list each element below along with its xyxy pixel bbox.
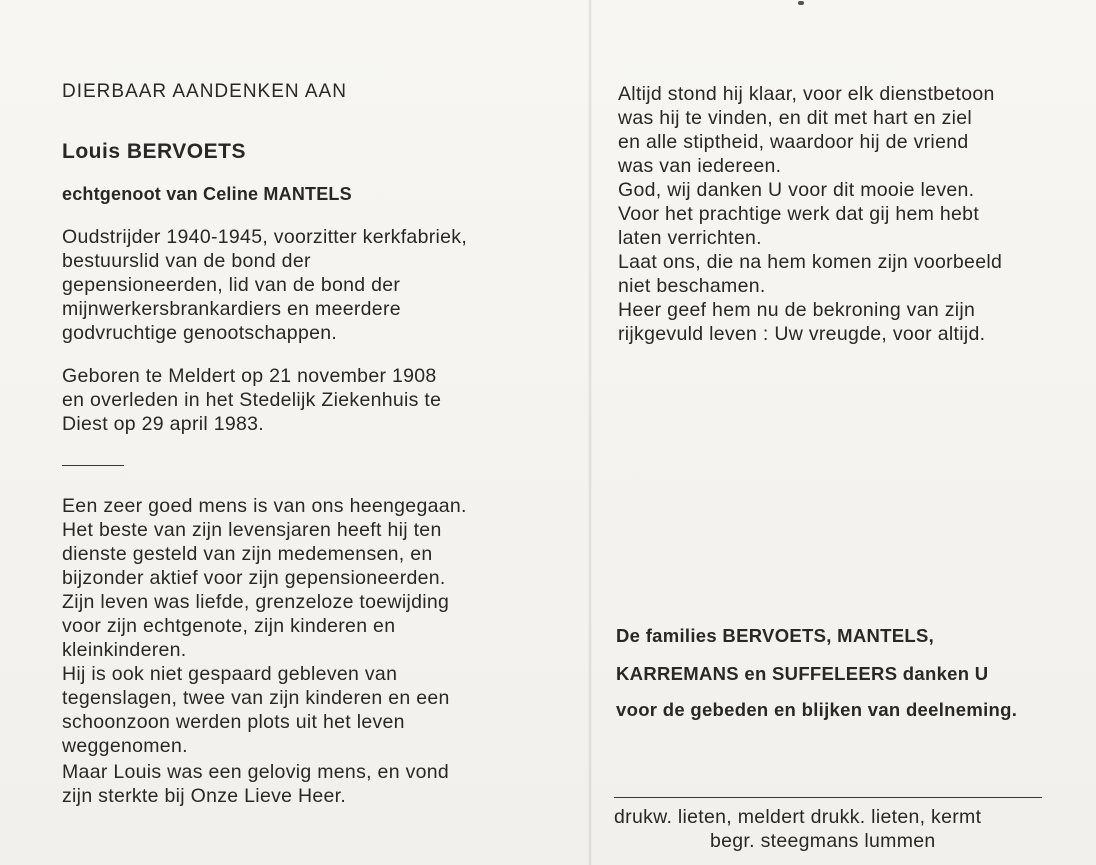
prayer-line: niet beschamen. (618, 275, 766, 297)
tribute-line: kleinkinderen. (62, 639, 187, 661)
spouse-line: echtgenoot van Celine MANTELS (62, 184, 352, 204)
dates-line: Diest op 29 april 1983. (62, 413, 265, 435)
printer-line: drukw. lieten, meldert drukk. lieten, kermt (614, 806, 982, 828)
tribute-line: Hij is ook niet gespaard gebleven van (62, 663, 398, 685)
card-heading: DIERBAAR AANDENKEN AAN (62, 81, 347, 102)
prayer-line: was van iedereen. (618, 155, 782, 177)
tribute-line: weggenomen. (62, 735, 188, 757)
section-divider (62, 465, 124, 466)
right-panel (592, 0, 1096, 865)
bio-line: mijnwerkersbrankardiers en meerdere (62, 298, 401, 320)
tribute-line: zijn sterkte bij Onze Lieve Heer. (62, 785, 347, 807)
tribute-line: Een zeer goed mens is van ons heengegaan. (62, 495, 467, 517)
thanks-line: De families BERVOETS, MANTELS, (616, 625, 935, 646)
tribute-line: bijzonder aktief voor zijn gepensioneerden. (62, 567, 446, 589)
bio-line: Oudstrijder 1940-1945, voorzitter kerkfabriek, (62, 226, 468, 248)
prayer-line: laten verrichten. (618, 227, 762, 249)
prayer-line: was hij te vinden, en dit met hart en ziel (618, 107, 973, 129)
tribute-line: Zijn leven was liefde, grenzeloze toewijding (62, 591, 450, 613)
prayer-line: en alle stiptheid, waardoor hij de vriend (618, 131, 969, 153)
bio-line: gepensioneerden, lid van de bond der (62, 274, 401, 296)
tribute-line: Maar Louis was een gelovig mens, en vond (62, 761, 450, 783)
dates-line: Geboren te Meldert op 21 november 1908 (62, 365, 437, 387)
tribute-line: voor zijn echtgenote, zijn kinderen en (62, 615, 396, 637)
printer-rule (614, 797, 1042, 798)
bio-line: godvruchtige genootschappen. (62, 322, 338, 344)
tribute-line: dienste gesteld van zijn medemensen, en (62, 543, 433, 565)
prayer-line: rijkgevuld leven : Uw vreugde, voor altijd. (618, 323, 986, 345)
tribute-line: schoonzoon werden plots uit het leven (62, 711, 405, 733)
bio-line: bestuurslid van de bond der (62, 250, 311, 272)
prayer-line: Heer geef hem nu de bekroning van zijn (618, 299, 976, 321)
dates-line: en overleden in het Stedelijk Ziekenhuis te (62, 389, 442, 411)
prayer-line: God, wij danken U voor dit mooie leven. (618, 179, 975, 201)
thanks-line: voor de gebeden en blijken van deelneming. (616, 699, 1018, 720)
printer-line: begr. steegmans lummen (710, 830, 936, 852)
prayer-line: Altijd stond hij klaar, voor elk dienstbetoon (618, 83, 995, 105)
tribute-line: tegenslagen, twee van zijn kinderen en een (62, 687, 450, 709)
prayer-line: Voor het prachtige werk dat gij hem hebt (618, 203, 980, 225)
prayer-line: Laat ons, die na hem komen zijn voorbeeld (618, 251, 1003, 273)
tribute-line: Het beste van zijn levensjaren heeft hij ten (62, 519, 442, 541)
deceased-name: Louis BERVOETS (62, 140, 246, 163)
thanks-line: KARREMANS en SUFFELEERS danken U (616, 663, 989, 684)
